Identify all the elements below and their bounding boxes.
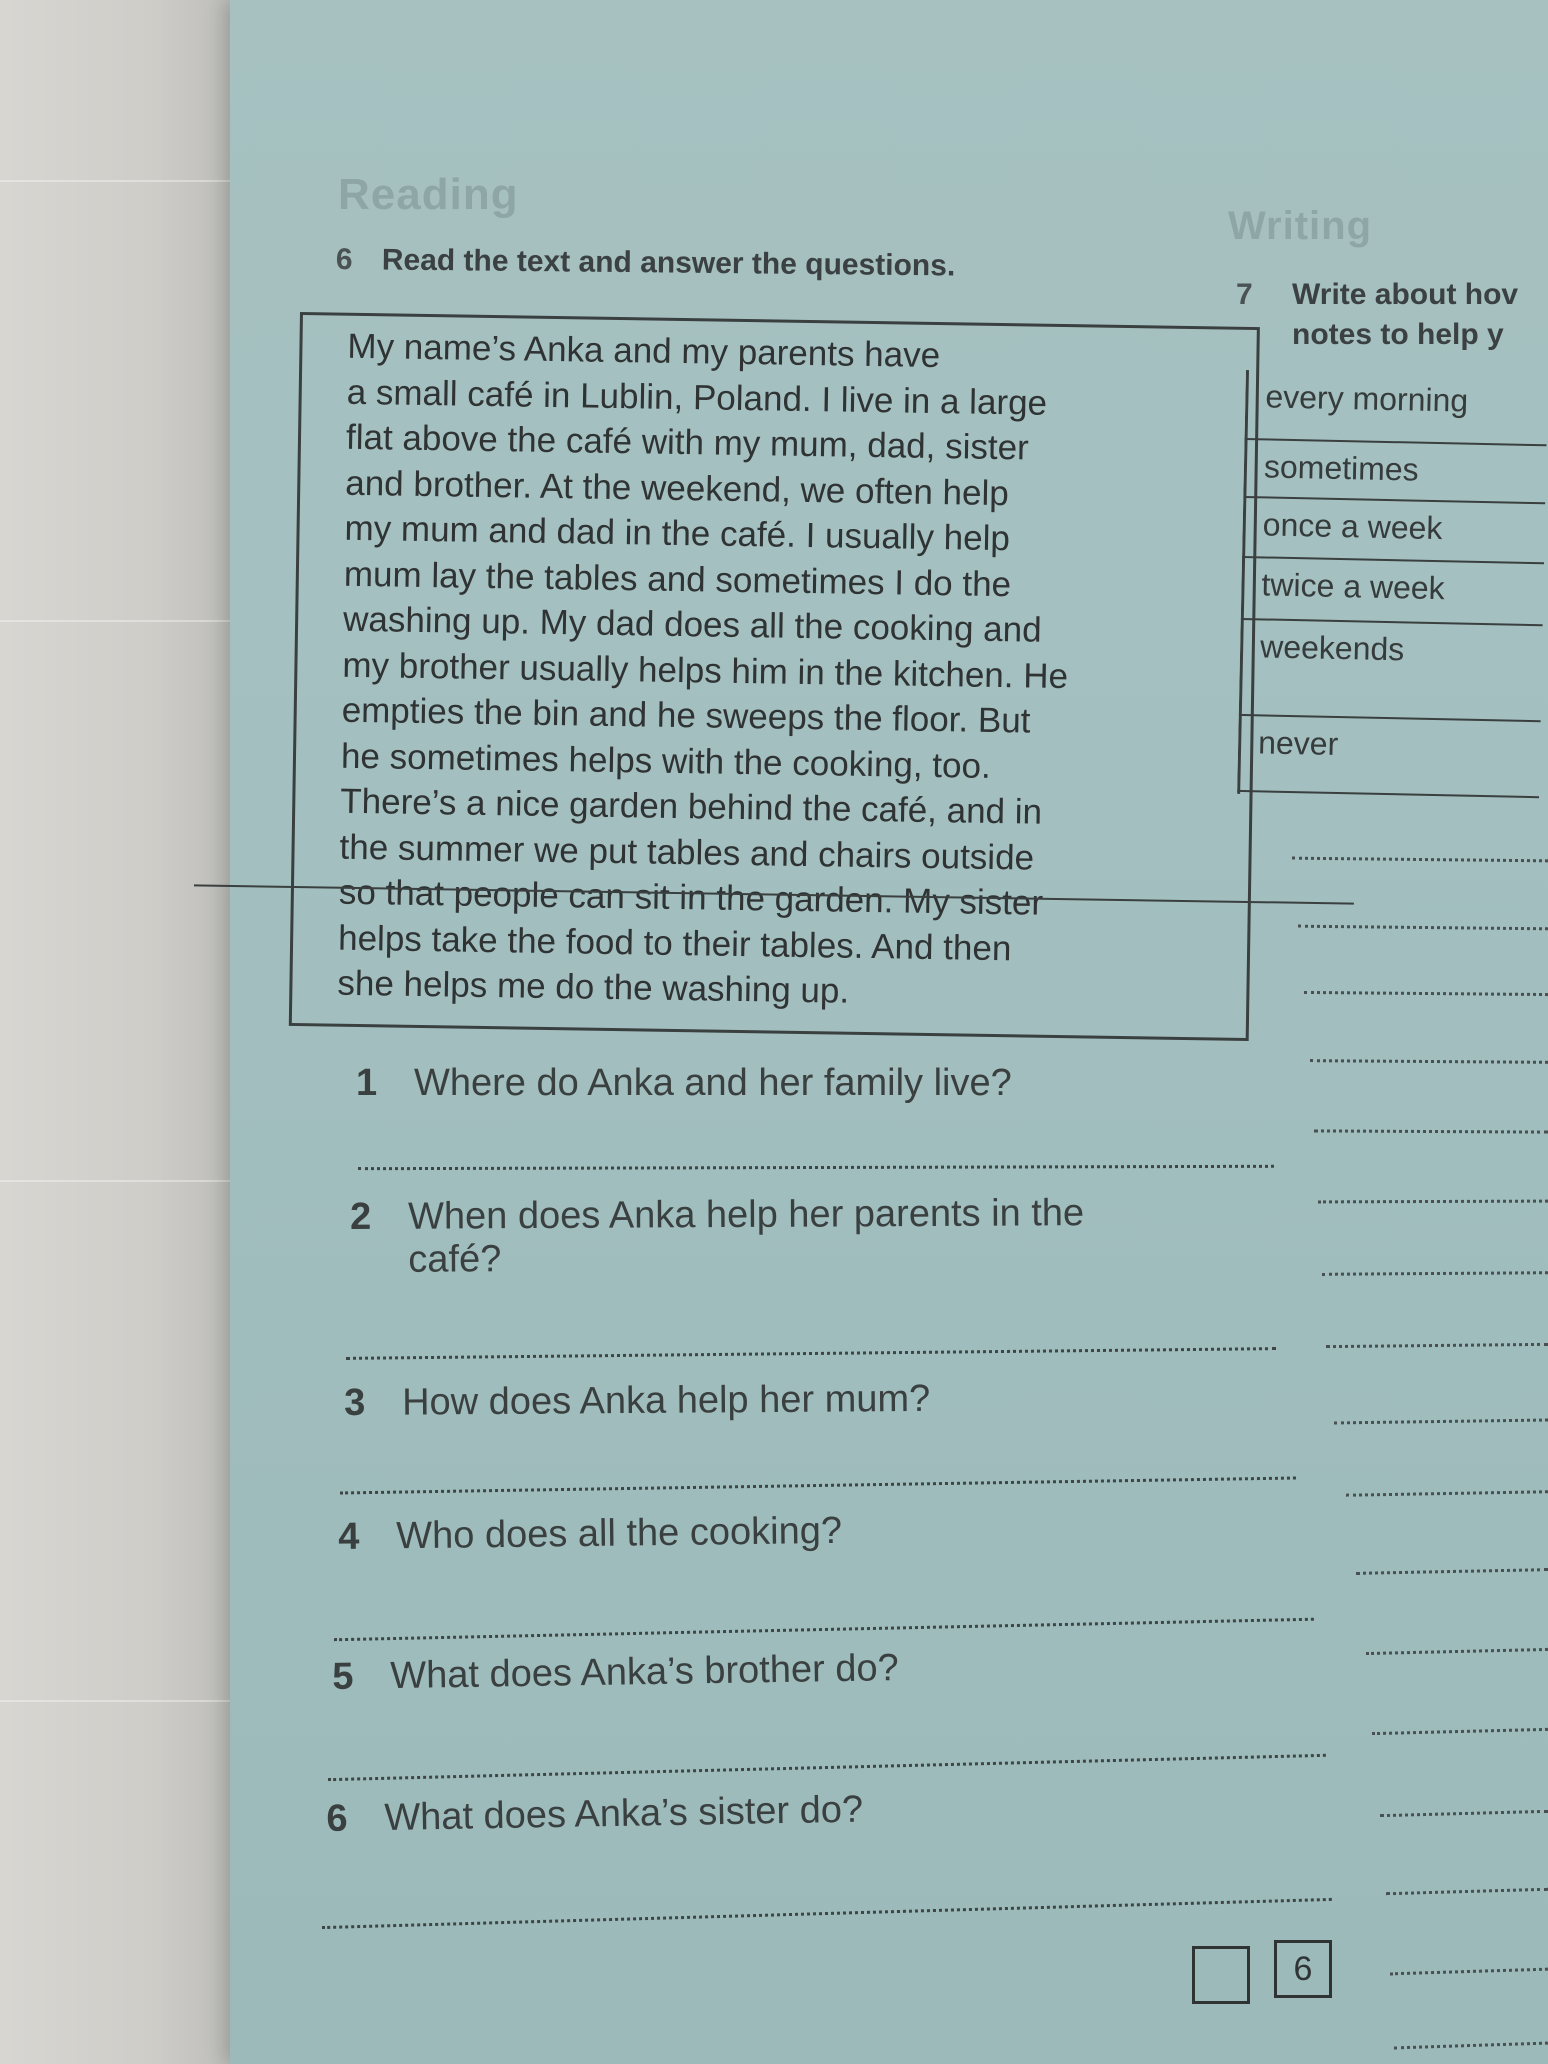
passage-line: flat above the café with my mum, dad, sister [345, 417, 1030, 468]
passage-line: the summer we put tables and chairs outside [339, 827, 1035, 878]
passage-line: mum lay the tables and sometimes I do the [343, 554, 1012, 604]
instruction-text: Read the text and answer the questions. [381, 243, 956, 283]
reading-instruction [336, 243, 956, 283]
table-row: sometimes [1243, 438, 1546, 502]
passage-line: There’s a nice garden behind the café, and in [340, 781, 1043, 832]
question-4: 4 Who does all the cooking? [338, 1509, 843, 1558]
question-2: 2 When does Anka help her parents in the café? [350, 1192, 1085, 1281]
passage-line: she helps me do the washing up. [337, 963, 850, 1011]
passage-line: empties the bin and he sweeps the floor. But [341, 690, 1031, 741]
passage-line: a small café in Lublin, Poland. I live in a large [346, 372, 1048, 423]
passage-line: helps take the food to their tables. And then [337, 918, 1012, 968]
reading-passage [337, 324, 1228, 1020]
table-row: weekends [1239, 618, 1543, 720]
reading-passage-box [289, 312, 1260, 1041]
writing-instruction: 7 Write about hov [1236, 278, 1519, 311]
writing-task-number: 7 [1236, 278, 1253, 311]
score-checkbox[interactable] [1192, 1946, 1250, 2004]
reading-heading: Reading [338, 170, 519, 219]
passage-line: My name’s Anka and my parents have [347, 326, 941, 376]
question-3: 3 How does Anka help her mum? [344, 1377, 931, 1424]
score-total-box: 6 [1274, 1940, 1332, 1998]
task-number: 6 [335, 243, 353, 277]
question-5: 5 What does Anka’s brother do? [332, 1647, 899, 1698]
passage-line: my mum and dad in the café. I usually help [344, 508, 1011, 559]
writing-instruction-line2: notes to help y [1292, 318, 1504, 351]
question-6: 6 What does Anka’s sister do? [326, 1788, 864, 1840]
desk-surface [0, 0, 250, 2064]
writing-heading: Writing [1228, 204, 1373, 248]
passage-line: he sometimes helps with the cooking, too. [340, 736, 992, 786]
question-1: 1 Where do Anka and her family live? [356, 1062, 1012, 1104]
passage-line: so that people can sit in the garden. My sister [338, 872, 1044, 923]
passage-line: and brother. At the weekend, we often help [345, 463, 1010, 513]
table-row: every morning [1265, 378, 1469, 419]
passage-line: my brother usually helps him in the kitchen. He [342, 645, 1069, 696]
passage-line: washing up. My dad does all the cooking and [342, 599, 1042, 650]
frequency-table [1237, 370, 1548, 800]
table-row: twice a week [1241, 556, 1544, 624]
table-row: once a week [1242, 496, 1545, 562]
table-row: never [1237, 714, 1540, 790]
